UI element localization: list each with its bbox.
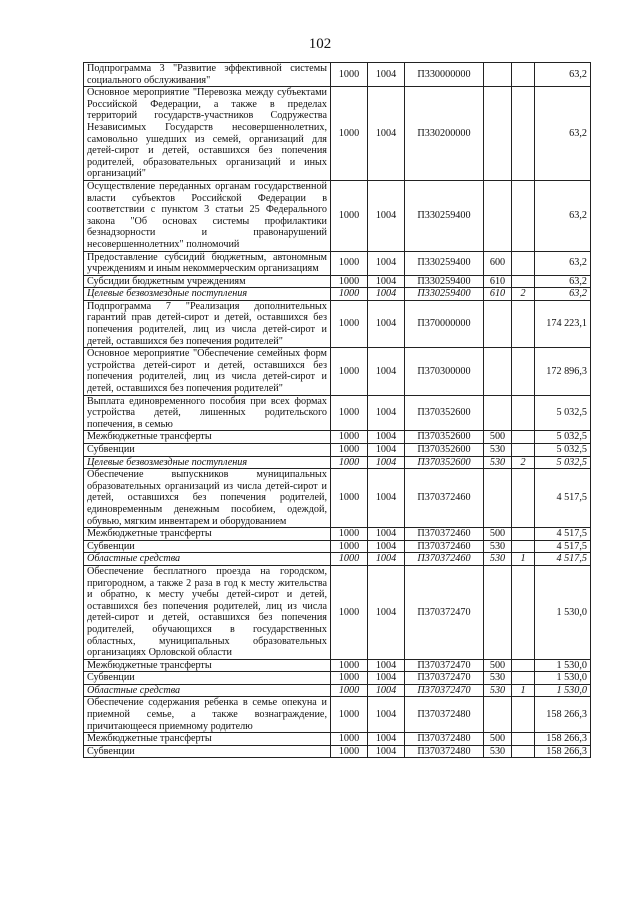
table-row <box>84 348 591 395</box>
target-article-cell: П370372470 <box>405 565 484 659</box>
row-name-cell: Областные средства <box>84 684 331 697</box>
ved-code-cell: 1000 <box>331 300 368 347</box>
expense-type-cell: 530 <box>484 540 512 553</box>
row-name-cell: Областные средства <box>84 553 331 566</box>
row-name-cell: Подпрограмма 3 "Развитие эффективной системы социального обслуживания" <box>84 63 331 87</box>
expense-type-cell: 530 <box>484 553 512 566</box>
expense-type-cell <box>484 348 512 395</box>
ved-code-cell: 1000 <box>331 469 368 528</box>
section-code-cell: 1004 <box>368 431 405 444</box>
target-article-cell: П370372470 <box>405 672 484 685</box>
section-code-cell: 1004 <box>368 348 405 395</box>
target-article-cell: П370372460 <box>405 528 484 541</box>
target-article-cell: П330200000 <box>405 87 484 181</box>
ved-code-cell: 1000 <box>331 684 368 697</box>
section-code-cell: 1004 <box>368 87 405 181</box>
expense-type-cell: 500 <box>484 431 512 444</box>
row-name-cell: Основное мероприятие "Перевозка между субъектами Российской Федерации, а также в пределах территорий государств-участников Содружества Независимых Государств несовершеннолетних, самовольно ушедших из семей, организаций для детей-сирот и детей, оставшихся без попечения родителей, образовательных организаций и иных организаций" <box>84 87 331 181</box>
section-code-cell: 1004 <box>368 288 405 301</box>
ved-code-cell: 1000 <box>331 180 368 251</box>
section-code-cell: 1004 <box>368 180 405 251</box>
expense-type-cell <box>484 469 512 528</box>
row-name-cell: Обеспечение содержания ребенка в семье опекуна и приемной семье, а также вознаграждение, причитающееся приемному родителю <box>84 697 331 733</box>
amount-cell: 5 032,5 <box>535 395 591 431</box>
funding-source-cell <box>512 444 535 457</box>
ved-code-cell: 1000 <box>331 63 368 87</box>
budget-table <box>83 62 591 758</box>
funding-source-cell: 2 <box>512 456 535 469</box>
funding-source-cell <box>512 565 535 659</box>
target-article-cell: П370352600 <box>405 444 484 457</box>
amount-cell: 1 530,0 <box>535 684 591 697</box>
table-row <box>84 456 591 469</box>
funding-source-cell <box>512 180 535 251</box>
expense-type-cell <box>484 87 512 181</box>
amount-cell: 158 266,3 <box>535 733 591 746</box>
target-article-cell: П330000000 <box>405 63 484 87</box>
row-name-cell: Обеспечение выпускников муниципальных образовательных организаций из числа детей-сирот и детей, оставшихся без попечения родителей, единовременным денежным пособием, одеждой, обувью, мягким инвентарем и оборудованием <box>84 469 331 528</box>
target-article-cell: П330259400 <box>405 180 484 251</box>
section-code-cell: 1004 <box>368 251 405 275</box>
section-code-cell: 1004 <box>368 553 405 566</box>
target-article-cell: П370372470 <box>405 684 484 697</box>
table-row <box>84 528 591 541</box>
section-code-cell: 1004 <box>368 733 405 746</box>
table-row <box>84 300 591 347</box>
table-row <box>84 469 591 528</box>
table-row <box>84 180 591 251</box>
amount-cell: 1 530,0 <box>535 565 591 659</box>
expense-type-cell: 610 <box>484 288 512 301</box>
row-name-cell: Субвенции <box>84 745 331 758</box>
ved-code-cell: 1000 <box>331 733 368 746</box>
amount-cell: 63,2 <box>535 180 591 251</box>
funding-source-cell: 1 <box>512 553 535 566</box>
table-row <box>84 275 591 288</box>
target-article-cell: П370352600 <box>405 431 484 444</box>
expense-type-cell: 500 <box>484 528 512 541</box>
funding-source-cell <box>512 528 535 541</box>
section-code-cell: 1004 <box>368 63 405 87</box>
expense-type-cell <box>484 63 512 87</box>
row-name-cell: Межбюджетные трансферты <box>84 659 331 672</box>
funding-source-cell: 1 <box>512 684 535 697</box>
section-code-cell: 1004 <box>368 672 405 685</box>
target-article-cell: П370372480 <box>405 697 484 733</box>
target-article-cell: П370372460 <box>405 469 484 528</box>
section-code-cell: 1004 <box>368 565 405 659</box>
target-article-cell: П370372480 <box>405 733 484 746</box>
budget-table-body <box>84 63 591 758</box>
expense-type-cell <box>484 565 512 659</box>
funding-source-cell <box>512 469 535 528</box>
amount-cell: 5 032,5 <box>535 456 591 469</box>
expense-type-cell <box>484 300 512 347</box>
amount-cell: 4 517,5 <box>535 540 591 553</box>
amount-cell: 1 530,0 <box>535 659 591 672</box>
ved-code-cell: 1000 <box>331 444 368 457</box>
funding-source-cell <box>512 395 535 431</box>
funding-source-cell <box>512 63 535 87</box>
funding-source-cell <box>512 745 535 758</box>
target-article-cell: П330259400 <box>405 251 484 275</box>
ved-code-cell: 1000 <box>331 87 368 181</box>
amount-cell: 174 223,1 <box>535 300 591 347</box>
section-code-cell: 1004 <box>368 684 405 697</box>
ved-code-cell: 1000 <box>331 431 368 444</box>
ved-code-cell: 1000 <box>331 540 368 553</box>
row-name-cell: Субвенции <box>84 444 331 457</box>
section-code-cell: 1004 <box>368 456 405 469</box>
funding-source-cell <box>512 431 535 444</box>
funding-source-cell <box>512 672 535 685</box>
row-name-cell: Основное мероприятие "Обеспечение семейных форм устройства детей-сирот и детей, оставшихся без попечения родителей, лиц из числа детей-сирот и детей, оставшихся без попечения родителей" <box>84 348 331 395</box>
target-article-cell: П370372470 <box>405 659 484 672</box>
table-row <box>84 87 591 181</box>
target-article-cell: П370372480 <box>405 745 484 758</box>
table-row <box>84 565 591 659</box>
row-name-cell: Субвенции <box>84 540 331 553</box>
section-code-cell: 1004 <box>368 275 405 288</box>
ved-code-cell: 1000 <box>331 672 368 685</box>
row-name-cell: Субвенции <box>84 672 331 685</box>
ved-code-cell: 1000 <box>331 697 368 733</box>
ved-code-cell: 1000 <box>331 528 368 541</box>
expense-type-cell: 610 <box>484 275 512 288</box>
ved-code-cell: 1000 <box>331 565 368 659</box>
amount-cell: 1 530,0 <box>535 672 591 685</box>
row-name-cell: Предоставление субсидий бюджетным, автономным учреждениям и иным некоммерческим организациям <box>84 251 331 275</box>
ved-code-cell: 1000 <box>331 745 368 758</box>
ved-code-cell: 1000 <box>331 275 368 288</box>
expense-type-cell: 530 <box>484 456 512 469</box>
table-row <box>84 540 591 553</box>
table-row <box>84 63 591 87</box>
row-name-cell: Подпрограмма 7 "Реализация дополнительных гарантий прав детей-сирот и детей, оставшихся без попечения родителей, лиц из числа детей-сирот и детей, оставшихся без попечения родителей" <box>84 300 331 347</box>
amount-cell: 158 266,3 <box>535 745 591 758</box>
row-name-cell: Выплата единовременного пособия при всех формах устройства детей, лишенных родительского попечения, в семью <box>84 395 331 431</box>
funding-source-cell <box>512 300 535 347</box>
funding-source-cell <box>512 275 535 288</box>
table-row <box>84 288 591 301</box>
expense-type-cell <box>484 697 512 733</box>
target-article-cell: П370300000 <box>405 348 484 395</box>
row-name-cell: Межбюджетные трансферты <box>84 733 331 746</box>
target-article-cell: П370372460 <box>405 540 484 553</box>
table-row <box>84 431 591 444</box>
expense-type-cell <box>484 180 512 251</box>
amount-cell: 4 517,5 <box>535 553 591 566</box>
amount-cell: 5 032,5 <box>535 431 591 444</box>
section-code-cell: 1004 <box>368 395 405 431</box>
amount-cell: 63,2 <box>535 87 591 181</box>
table-row <box>84 251 591 275</box>
table-row <box>84 553 591 566</box>
target-article-cell: П370352600 <box>405 395 484 431</box>
table-row <box>84 697 591 733</box>
expense-type-cell: 500 <box>484 659 512 672</box>
funding-source-cell <box>512 87 535 181</box>
amount-cell: 172 896,3 <box>535 348 591 395</box>
expense-type-cell: 530 <box>484 444 512 457</box>
section-code-cell: 1004 <box>368 528 405 541</box>
funding-source-cell <box>512 659 535 672</box>
page-number: 102 <box>308 36 332 52</box>
ved-code-cell: 1000 <box>331 659 368 672</box>
funding-source-cell: 2 <box>512 288 535 301</box>
funding-source-cell <box>512 251 535 275</box>
target-article-cell: П330259400 <box>405 275 484 288</box>
section-code-cell: 1004 <box>368 659 405 672</box>
row-name-cell: Целевые безвозмездные поступления <box>84 288 331 301</box>
section-code-cell: 1004 <box>368 300 405 347</box>
table-row <box>84 745 591 758</box>
expense-type-cell: 530 <box>484 672 512 685</box>
ved-code-cell: 1000 <box>331 288 368 301</box>
table-row <box>84 395 591 431</box>
table-row <box>84 444 591 457</box>
section-code-cell: 1004 <box>368 540 405 553</box>
table-row <box>84 659 591 672</box>
ved-code-cell: 1000 <box>331 553 368 566</box>
row-name-cell: Осуществление переданных органам государственной власти субъектов Российской Федерации в соответствии с пунктом 3 статьи 25 Федерального закона "Об основах системы профилактики безнадзорности и правонарушений несовершеннолетних" полномочий <box>84 180 331 251</box>
funding-source-cell <box>512 733 535 746</box>
expense-type-cell <box>484 395 512 431</box>
ved-code-cell: 1000 <box>331 251 368 275</box>
target-article-cell: П370000000 <box>405 300 484 347</box>
funding-source-cell <box>512 348 535 395</box>
funding-source-cell <box>512 697 535 733</box>
ved-code-cell: 1000 <box>331 395 368 431</box>
amount-cell: 5 032,5 <box>535 444 591 457</box>
row-name-cell: Межбюджетные трансферты <box>84 528 331 541</box>
row-name-cell: Межбюджетные трансферты <box>84 431 331 444</box>
section-code-cell: 1004 <box>368 697 405 733</box>
section-code-cell: 1004 <box>368 745 405 758</box>
section-code-cell: 1004 <box>368 444 405 457</box>
amount-cell: 63,2 <box>535 251 591 275</box>
row-name-cell: Целевые безвозмездные поступления <box>84 456 331 469</box>
table-row <box>84 733 591 746</box>
expense-type-cell: 600 <box>484 251 512 275</box>
amount-cell: 63,2 <box>535 288 591 301</box>
amount-cell: 63,2 <box>535 63 591 87</box>
target-article-cell: П330259400 <box>405 288 484 301</box>
target-article-cell: П370352600 <box>405 456 484 469</box>
table-row <box>84 684 591 697</box>
ved-code-cell: 1000 <box>331 456 368 469</box>
expense-type-cell: 500 <box>484 733 512 746</box>
amount-cell: 4 517,5 <box>535 469 591 528</box>
row-name-cell: Обеспечение бесплатного проезда на городском, пригородном, а также 2 раза в год к месту жительства и обратно, к месту учебы детей-сирот и детей, оставшихся без попечения родителей, лиц из числа детей-сирот и детей, оставшихся без попечения родителей, обучающихся в государственных областных, муниципальных образовательных организациях Орловской области <box>84 565 331 659</box>
section-code-cell: 1004 <box>368 469 405 528</box>
target-article-cell: П370372460 <box>405 553 484 566</box>
row-name-cell: Субсидии бюджетным учреждениям <box>84 275 331 288</box>
table-row <box>84 672 591 685</box>
ved-code-cell: 1000 <box>331 348 368 395</box>
funding-source-cell <box>512 540 535 553</box>
amount-cell: 158 266,3 <box>535 697 591 733</box>
expense-type-cell: 530 <box>484 745 512 758</box>
expense-type-cell: 530 <box>484 684 512 697</box>
amount-cell: 4 517,5 <box>535 528 591 541</box>
amount-cell: 63,2 <box>535 275 591 288</box>
